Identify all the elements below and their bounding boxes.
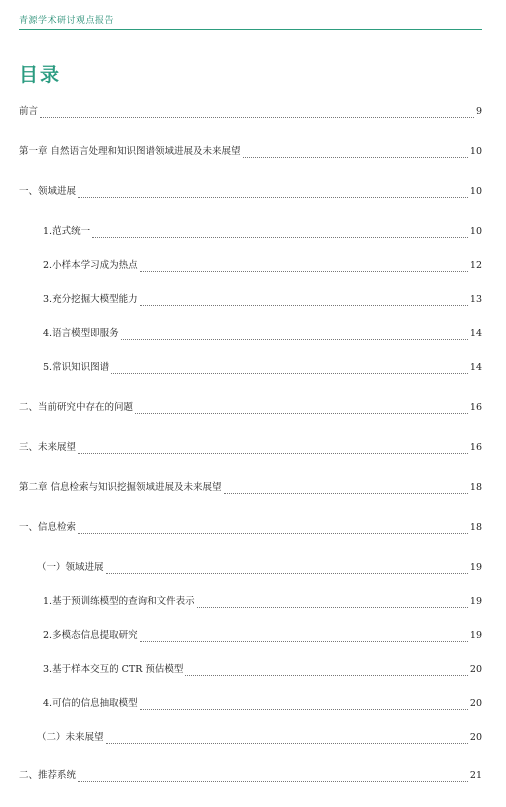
- toc-entry-page: 12: [469, 260, 482, 271]
- toc-entry-text: 4.可信的信息抽取模型: [43, 698, 138, 709]
- toc-entry-page: 21: [469, 770, 482, 781]
- toc-entry-text: 一、信息检索: [19, 522, 77, 533]
- toc-entry-text: 4.语言模型即服务: [43, 328, 119, 339]
- toc-entry-text: 前言: [19, 106, 39, 117]
- toc-entry-page: 18: [469, 522, 482, 533]
- toc-entry-page: 9: [475, 106, 482, 117]
- toc-leader-dots: [106, 733, 468, 744]
- toc-leader-dots: [224, 483, 468, 494]
- toc-entry[interactable]: [43, 360, 482, 376]
- toc-entry[interactable]: [43, 662, 482, 678]
- toc-entry[interactable]: [43, 224, 482, 240]
- toc-entry-text: 第一章 自然语言处理和知识图谱领域进展及未来展望: [19, 146, 241, 157]
- toc-entry[interactable]: [43, 696, 482, 712]
- toc-entry[interactable]: [43, 326, 482, 342]
- toc-leader-dots: [140, 295, 468, 306]
- toc-entry-page: 14: [469, 328, 482, 339]
- toc-leader-dots: [111, 363, 468, 374]
- toc-entry[interactable]: [19, 768, 482, 784]
- toc-entry-page: 18: [469, 482, 482, 493]
- toc-leader-dots: [140, 699, 468, 710]
- toc-leader-dots: [78, 443, 468, 454]
- toc-entry-page: 16: [469, 442, 482, 453]
- toc-entry-page: 19: [469, 562, 482, 573]
- toc-entry-page: 10: [469, 186, 482, 197]
- toc-entry-page: 13: [469, 294, 482, 305]
- toc-entry[interactable]: [43, 258, 482, 274]
- toc-leader-dots: [121, 329, 468, 340]
- toc-entry[interactable]: [43, 594, 482, 610]
- toc-entry-text: 一、领域进展: [19, 186, 77, 197]
- toc-entry[interactable]: [43, 628, 482, 644]
- toc-entry[interactable]: [19, 104, 482, 120]
- toc-leader-dots: [135, 403, 468, 414]
- toc-leader-dots: [197, 597, 468, 608]
- toc-entry-text: 1.基于预训练模型的查询和文件表示: [43, 596, 195, 607]
- header-title: 青源学术研讨观点报告: [19, 16, 115, 26]
- toc-entry-text: 2.多模态信息提取研究: [43, 630, 138, 641]
- toc-leader-dots: [78, 187, 468, 198]
- toc-entry[interactable]: [19, 144, 482, 160]
- toc-leader-dots: [78, 771, 468, 782]
- toc-entry-text: 5.常识知识图谱: [43, 362, 110, 373]
- toc-entry[interactable]: [37, 560, 482, 576]
- toc-entry-text: 2.小样本学习成为热点: [43, 260, 138, 271]
- toc-leader-dots: [106, 563, 468, 574]
- toc-entry-text: 二、当前研究中存在的问题: [19, 402, 134, 413]
- toc-leader-dots: [92, 227, 468, 238]
- toc-entry[interactable]: [19, 400, 482, 416]
- page-header: [19, 8, 482, 30]
- toc-entry-text: 第二章 信息检索与知识挖掘领域进展及未来展望: [19, 482, 222, 493]
- toc-entry-page: 19: [469, 630, 482, 641]
- toc-leader-dots: [78, 523, 468, 534]
- toc-leader-dots: [40, 107, 474, 118]
- toc-entry-page: 20: [469, 698, 482, 709]
- toc-entry-page: 10: [469, 226, 482, 237]
- toc-entry-page: 16: [469, 402, 482, 413]
- toc-leader-dots: [243, 147, 468, 158]
- toc-entry[interactable]: [19, 184, 482, 200]
- toc-entry[interactable]: [19, 440, 482, 456]
- toc-leader-dots: [140, 631, 468, 642]
- toc-leader-dots: [140, 261, 468, 272]
- toc-heading: 目录: [19, 64, 62, 86]
- toc-entry-text: 3.充分挖掘大模型能力: [43, 294, 138, 305]
- toc-entry[interactable]: [37, 730, 482, 746]
- toc-entry-text: 三、未来展望: [19, 442, 77, 453]
- toc-entry-page: 10: [469, 146, 482, 157]
- toc-entry-page: 20: [469, 732, 482, 743]
- toc-leader-dots: [185, 665, 468, 676]
- toc-entry-page: 14: [469, 362, 482, 373]
- toc-entry-text: （一）领域进展: [37, 562, 104, 573]
- toc-entry[interactable]: [19, 520, 482, 536]
- toc-entry[interactable]: [19, 480, 482, 496]
- toc-entry-text: 3.基于样本交互的 CTR 预估模型: [43, 664, 184, 675]
- toc-entry-text: 二、推荐系统: [19, 770, 77, 781]
- toc-entry-text: （二）未来展望: [37, 732, 104, 743]
- toc-entry-page: 19: [469, 596, 482, 607]
- toc-entry-text: 1.范式统一: [43, 226, 91, 237]
- toc-entry-page: 20: [469, 664, 482, 675]
- toc-entry[interactable]: [43, 292, 482, 308]
